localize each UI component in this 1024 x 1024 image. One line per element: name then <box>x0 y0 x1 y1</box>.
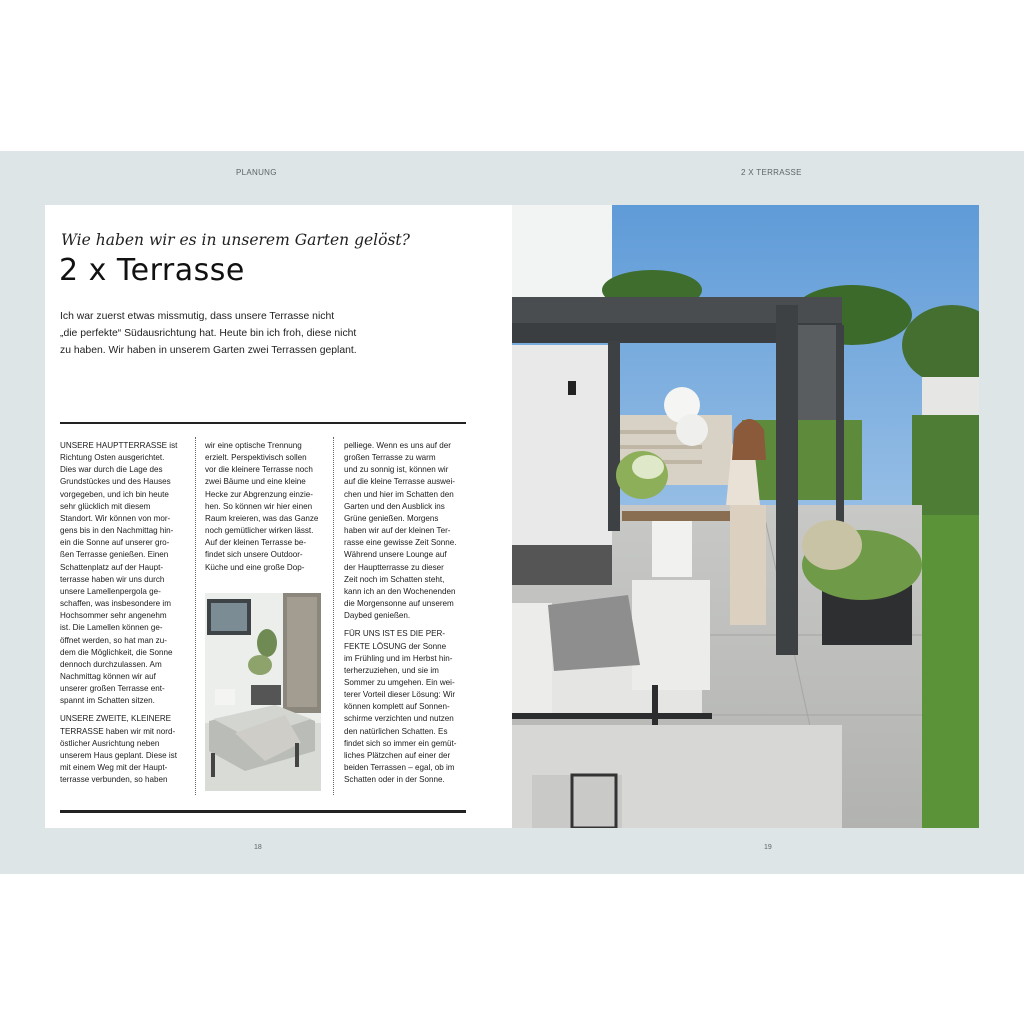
text-line: Richtung Osten ausgerichtet. <box>60 453 165 463</box>
text-line: findet sich unsere Outdoor- <box>205 550 303 560</box>
text-line: UNSERE ZWEITE, KLEINERE <box>60 714 172 724</box>
text-line: noch gemütlicher wirken lässt. <box>205 526 314 536</box>
text-line: pelliege. Wenn es uns auf der <box>344 441 451 450</box>
text-line: können komplett auf Sonnen- <box>344 702 450 712</box>
text-line: erzielt. Perspektivisch sollen <box>205 453 307 463</box>
text-line: unsere Lamellenpergola ge- <box>60 586 161 596</box>
text-line: die Morgensonne auf unserem <box>344 599 454 609</box>
text-line: dem die Möglichkeit, die Sonne <box>60 647 173 657</box>
text-line: Garten und den Ausblick ins <box>344 501 445 511</box>
text-line: chen und hier im Schatten den <box>344 489 454 499</box>
text-line: vor die kleinere Terrasse noch <box>205 465 313 475</box>
text-line: dennoch durchzulassen. Am <box>60 659 162 669</box>
text-line: unserer großen Terrasse ent- <box>60 684 165 694</box>
text-line: Dies war durch die Lage des <box>60 465 163 475</box>
book-spread <box>0 151 1024 874</box>
headline: 2 x Terrasse <box>59 253 245 288</box>
running-head-right: 2 X TERRASSE <box>741 168 802 177</box>
text-line: ist. Die Lamellen können ge- <box>60 623 163 633</box>
page-number-left: 18 <box>254 844 262 851</box>
text-line: unserem Haus geplant. Diese ist <box>60 750 177 760</box>
text-line: vorgegeben, und ich bin heute <box>60 489 169 499</box>
text-line: kann ich an den Wochenenden <box>344 586 456 596</box>
text-line: Hochsommer sehr angenehm <box>60 611 167 621</box>
text-line: gens bis in den Nachmittag hin- <box>60 526 174 536</box>
intro-line: zu haben. Wir haben in unserem Garten zwei Terrassen geplant. <box>60 345 357 356</box>
text-line: großen Terrasse zu warm <box>344 453 436 463</box>
text-line: terherzuziehen, und sie im <box>344 665 439 675</box>
running-head-left: PLANUNG <box>236 168 277 177</box>
text-column-2 <box>205 440 333 574</box>
text-line: liches Plätzchen auf einer der <box>344 750 451 760</box>
text-line: schaffen, was insbesondere im <box>60 599 171 609</box>
text-column-1 <box>60 440 188 786</box>
text-line: Grundstückes und des Hauses <box>60 477 171 487</box>
text-line: mit einem Weg mit der Haupt- <box>60 763 168 773</box>
text-line: terrasse verbunden, so haben <box>60 775 168 785</box>
text-line: den natürlichen Schatten. Es <box>344 726 448 736</box>
text-line: Schatten oder in der Sonne. <box>344 775 445 785</box>
text-line: Zeit noch im Schatten steht, <box>344 574 445 584</box>
column-divider <box>333 437 334 795</box>
text-line: Daybed genießen. <box>344 611 411 621</box>
kicker: Wie haben wir es in unserem Garten gelöst? <box>61 231 410 249</box>
top-rule <box>60 422 466 424</box>
text-column-3 <box>344 440 472 786</box>
text-line: Nachmittag können wir auf <box>60 671 156 681</box>
text-line: der Hauptterrasse zu dieser <box>344 562 444 572</box>
text-line: terrasse haben wir uns durch <box>60 574 165 584</box>
text-line: Sommer zu umgehen. Ein wei- <box>344 677 455 687</box>
left-page <box>45 205 512 828</box>
text-line: sehr glücklich mit diesem <box>60 501 151 511</box>
page-number-right: 19 <box>764 844 772 851</box>
text-line: hen. So können wir hier einen <box>205 501 313 511</box>
small-terrace-photo <box>205 593 321 791</box>
text-line: TERRASSE haben wir mit nord- <box>60 726 176 736</box>
text-line: östlicher Ausrichtung neben <box>60 738 160 748</box>
bottom-rule <box>60 810 466 813</box>
intro-line: Ich war zuerst etwas missmutig, dass unsere Terrasse nicht <box>60 311 335 322</box>
text-line: öffnet werden, so hat man zu- <box>60 635 167 645</box>
text-line: ßen Terrasse genießen. Einen <box>60 550 169 560</box>
text-line: Hecke zur Abgrenzung einzie- <box>205 489 313 499</box>
text-line: zwei Bäume und eine kleine <box>205 477 306 487</box>
intro-paragraph <box>60 308 480 359</box>
text-line: beiden Terrassen – egal, ob im <box>344 763 455 773</box>
text-line: UNSERE HAUPTTERRASSE ist <box>60 441 178 450</box>
text-line: Auf der kleinen Terrasse be- <box>205 538 307 548</box>
text-line: im Frühling und im Herbst hin- <box>344 653 453 663</box>
text-line: terer Vorteil dieser Lösung: Wir <box>344 690 456 700</box>
text-line: FÜR UNS IST ES DIE PER- <box>344 629 446 639</box>
text-line: ein die Sonne auf unserer gro- <box>60 538 170 548</box>
text-line: Schattenplatz auf der Haupt- <box>60 562 164 572</box>
text-line: wir eine optische Trennung <box>205 441 302 450</box>
column-divider <box>195 437 196 795</box>
text-line: rasse eine gewisse Zeit Sonne. <box>344 538 457 548</box>
text-line: haben wir auf der kleinen Ter- <box>344 526 451 536</box>
pergola-terrace-photo <box>512 205 979 828</box>
text-line: auf die kleine Terrasse auswei- <box>344 477 455 487</box>
text-line: FEKTE LÖSUNG der Sonne <box>344 641 447 651</box>
text-line: Während unsere Lounge auf <box>344 550 447 560</box>
text-line: schirme verzichten und nutzen <box>344 714 454 724</box>
text-line: spannt im Schatten sitzen. <box>60 696 155 706</box>
text-line: findet sich so immer ein gemüt- <box>344 738 457 748</box>
intro-line: „die perfekte“ Südausrichtung hat. Heute bin ich froh, diese nicht <box>60 328 357 339</box>
text-line: Küche und eine große Dop- <box>205 562 305 572</box>
text-line: Standort. Wir können von mor- <box>60 513 171 523</box>
text-line: Grüne genießen. Morgens <box>344 513 439 523</box>
text-line: und zu sonnig ist, können wir <box>344 465 449 475</box>
text-line: Raum kreieren, was das Ganze <box>205 513 319 523</box>
